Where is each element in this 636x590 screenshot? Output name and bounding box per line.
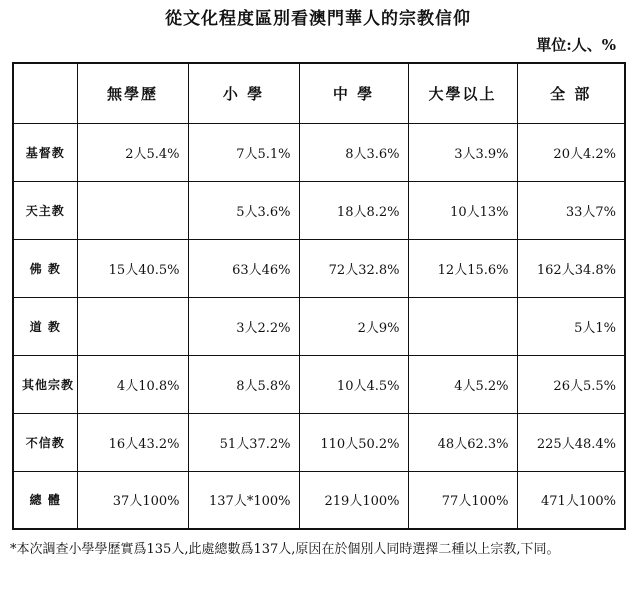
table-cell: 5人3.6% xyxy=(188,181,299,239)
table-row xyxy=(13,123,625,181)
footnote: *本次調查小學學歷實爲135人,此處總數爲137人,原因在於個別人同時選擇二種以上宗教,下同。 xyxy=(10,542,560,557)
table-cell: 2人9% xyxy=(299,297,408,355)
table-cell: 5人1% xyxy=(517,297,625,355)
table-cell: 162人34.8% xyxy=(517,239,625,297)
row-label: 天主教 xyxy=(13,181,77,239)
table-cell: 4人10.8% xyxy=(77,355,188,413)
table-cell: 219人100% xyxy=(299,471,408,529)
table-cell: 15人40.5% xyxy=(77,239,188,297)
table-cell: 10人4.5% xyxy=(299,355,408,413)
table-row xyxy=(13,181,625,239)
header-secondary-school: 中 學 xyxy=(299,63,408,123)
table-cell xyxy=(77,297,188,355)
row-label: 不信教 xyxy=(13,413,77,471)
page-title: 從文化程度區別看澳門華人的宗教信仰 xyxy=(165,9,471,29)
row-label: 道 教 xyxy=(13,297,77,355)
table-cell xyxy=(408,297,517,355)
table-cell: 3人3.9% xyxy=(408,123,517,181)
religion-by-education-table xyxy=(12,62,626,530)
table-cell: 26人5.5% xyxy=(517,355,625,413)
table-cell: 3人2.2% xyxy=(188,297,299,355)
table-cell xyxy=(77,181,188,239)
table-header-row xyxy=(13,63,625,123)
table-row xyxy=(13,297,625,355)
table-cell: 20人4.2% xyxy=(517,123,625,181)
header-no-education: 無學歷 xyxy=(77,63,188,123)
table-cell: 110人50.2% xyxy=(299,413,408,471)
table-row xyxy=(13,355,625,413)
table-cell: 137人*100% xyxy=(188,471,299,529)
table-row xyxy=(13,413,625,471)
table-cell: 18人8.2% xyxy=(299,181,408,239)
row-label: 基督教 xyxy=(13,123,77,181)
table-cell: 77人100% xyxy=(408,471,517,529)
table-cell: 7人5.1% xyxy=(188,123,299,181)
header-primary-school: 小 學 xyxy=(188,63,299,123)
table-cell: 37人100% xyxy=(77,471,188,529)
table-cell: 33人7% xyxy=(517,181,625,239)
table-cell: 8人3.6% xyxy=(299,123,408,181)
header-total: 全 部 xyxy=(517,63,625,123)
table-cell: 471人100% xyxy=(517,471,625,529)
table-row xyxy=(13,471,625,529)
table-cell: 12人15.6% xyxy=(408,239,517,297)
table-row xyxy=(13,239,625,297)
table-cell: 8人5.8% xyxy=(188,355,299,413)
table-cell: 48人62.3% xyxy=(408,413,517,471)
table-cell: 16人43.2% xyxy=(77,413,188,471)
table-cell: 2人5.4% xyxy=(77,123,188,181)
table-cell: 4人5.2% xyxy=(408,355,517,413)
table-cell: 72人32.8% xyxy=(299,239,408,297)
header-corner-cell xyxy=(13,63,77,123)
header-university-above: 大學以上 xyxy=(408,63,517,123)
row-label: 總 體 xyxy=(13,471,77,529)
row-label: 其他宗教 xyxy=(13,355,77,413)
table-cell: 225人48.4% xyxy=(517,413,625,471)
table-cell: 51人37.2% xyxy=(188,413,299,471)
table-cell: 10人13% xyxy=(408,181,517,239)
unit-label: 單位:人、% xyxy=(536,36,616,54)
row-label: 佛 教 xyxy=(13,239,77,297)
table-cell: 63人46% xyxy=(188,239,299,297)
